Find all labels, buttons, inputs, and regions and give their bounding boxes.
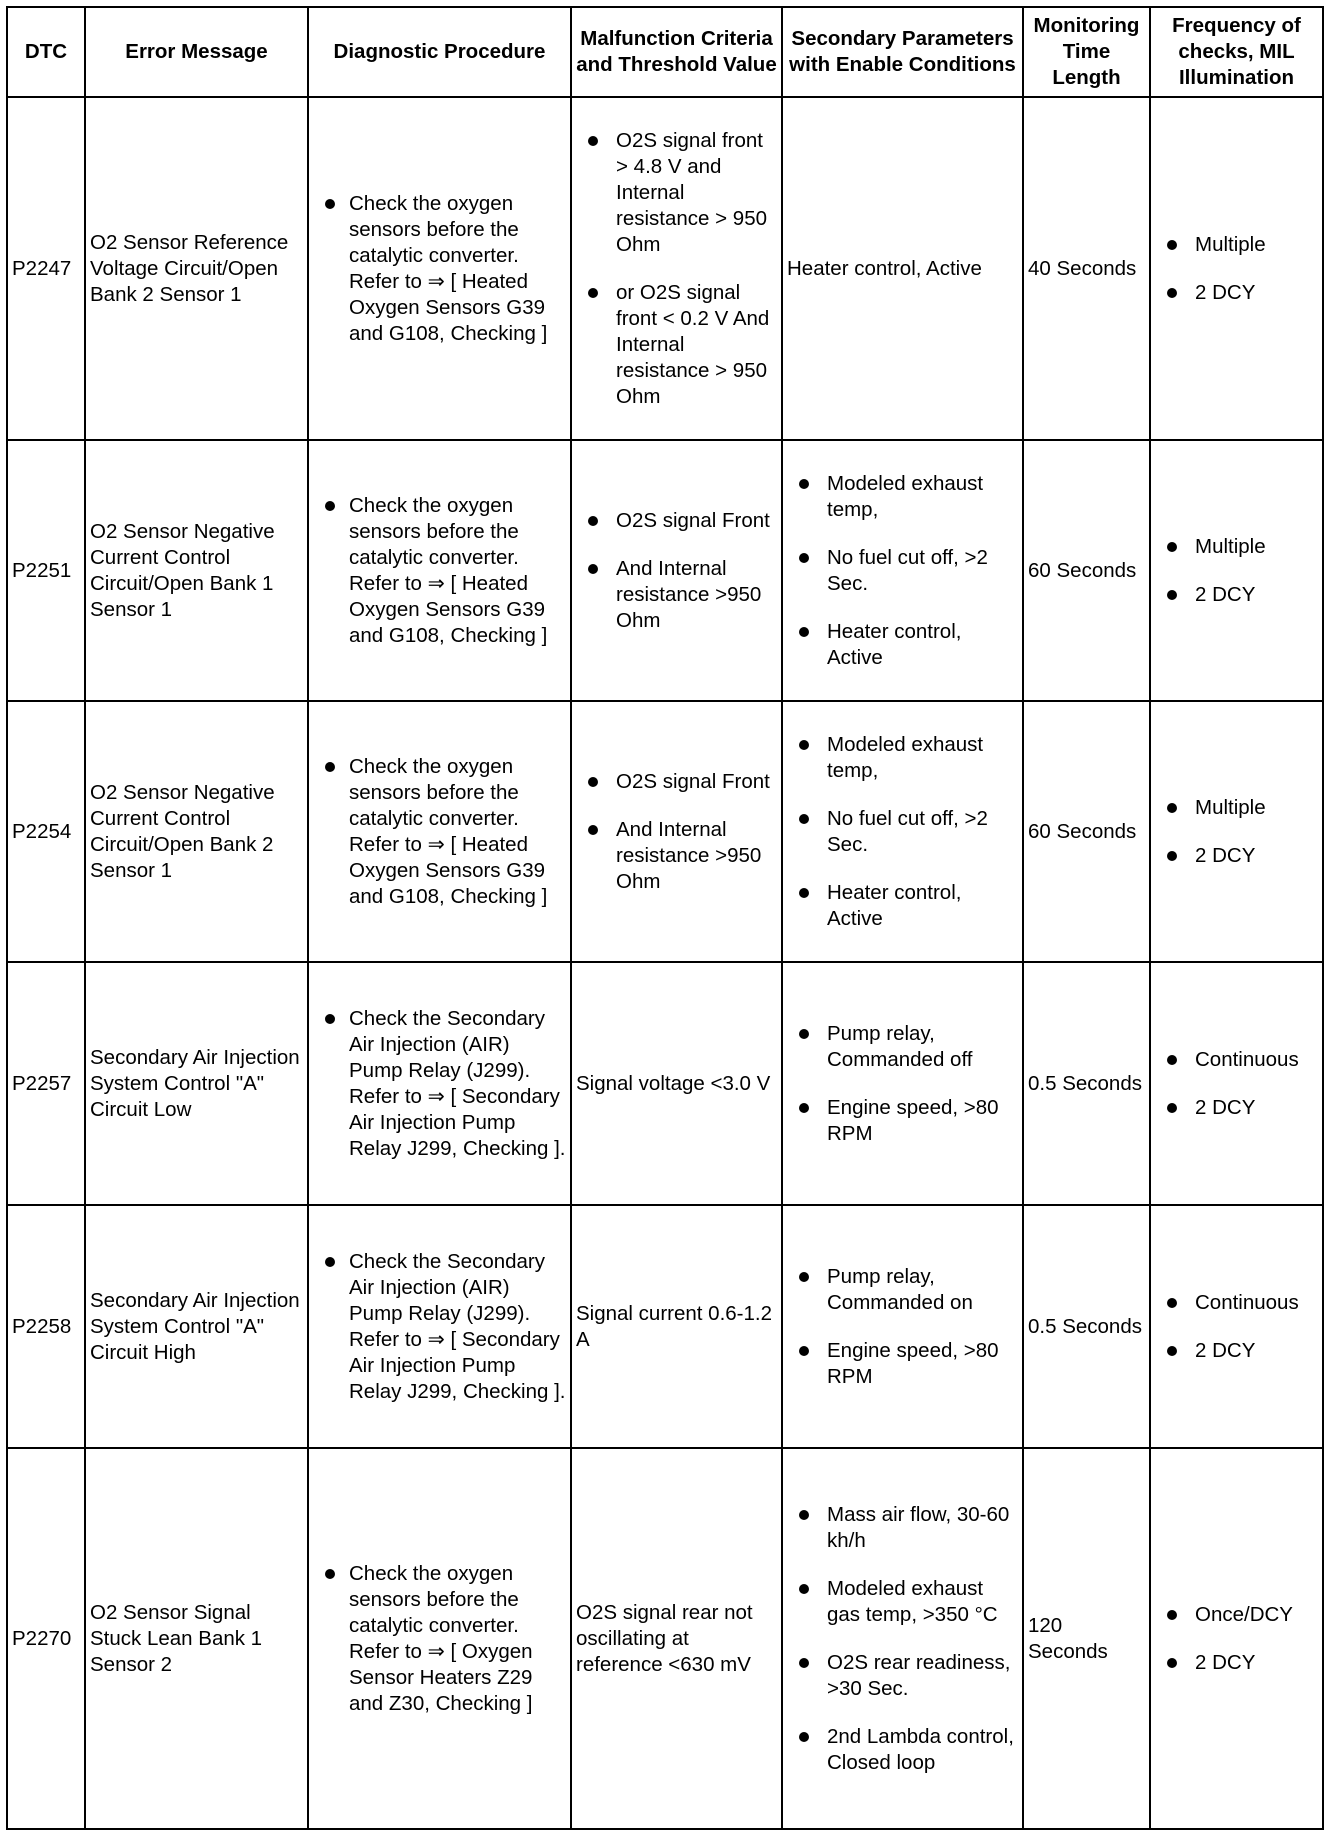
list-item: Continuous [1155,1290,1318,1316]
dtc-code: P2257 [7,962,85,1205]
list-item: 2 DCY [1155,1095,1318,1121]
diagnostic-procedure [308,1205,571,1448]
secondary-parameters [782,440,1023,701]
table-row [7,1205,1323,1448]
frequency [1150,701,1323,962]
list-item: Mass air flow, 30-60 kh/h [787,1502,1018,1554]
list-item: Heater control, Active [787,619,1018,671]
list-item: And Internal resistance >950 Ohm [576,556,777,634]
list-item: 2nd Lambda control, Closed loop [787,1724,1018,1776]
monitoring-time: 60 Seconds [1023,701,1150,962]
malfunction-criteria: Signal voltage <3.0 V [571,962,782,1205]
frequency [1150,962,1323,1205]
monitoring-time: 120 Seconds [1023,1448,1150,1829]
list-item: Modeled exhaust gas temp, >350 °C [787,1576,1018,1628]
error-message: Secondary Air Injection System Control "A" Circuit High [85,1205,308,1448]
header-monitoring-time: Monitoring Time Length [1023,7,1150,97]
error-message: Secondary Air Injection System Control "A" Circuit Low [85,962,308,1205]
diagnostic-procedure [308,440,571,701]
list-item: Engine speed, >80 RPM [787,1095,1018,1147]
secondary-parameters [782,1205,1023,1448]
malfunction-criteria: Signal current 0.6-1.2 A [571,1205,782,1448]
list-item: O2S signal Front [576,769,777,795]
list-item: And Internal resistance >950 Ohm [576,817,777,895]
dtc-code: P2251 [7,440,85,701]
error-message: O2 Sensor Reference Voltage Circuit/Open Bank 2 Sensor 1 [85,97,308,440]
header-diagnostic-procedure: Diagnostic Procedure [308,7,571,97]
list-item: Check the oxygen sensors before the catalytic converter. Refer to ⇒ [ Heated Oxygen Sensors G39 and G108, Checking ] [313,191,566,347]
header-secondary-parameters: Secondary Parameters with Enable Conditions [782,7,1023,97]
list-item: O2S signal Front [576,508,777,534]
list-item: Multiple [1155,534,1318,560]
monitoring-time: 0.5 Seconds [1023,962,1150,1205]
frequency [1150,440,1323,701]
header-dtc: DTC [7,7,85,97]
list-item: No fuel cut off, >2 Sec. [787,545,1018,597]
list-item: Engine speed, >80 RPM [787,1338,1018,1390]
diagnostic-procedure [308,1448,571,1829]
list-item: or O2S signal front < 0.2 V And Internal resistance > 950 Ohm [576,280,777,410]
list-item: Check the oxygen sensors before the catalytic converter. Refer to ⇒ [ Oxygen Sensor Heaters Z29 and Z30, Checking ] [313,1561,566,1717]
table-row [7,1448,1323,1829]
table-row [7,701,1323,962]
error-message: O2 Sensor Negative Current Control Circuit/Open Bank 2 Sensor 1 [85,701,308,962]
secondary-parameters: Heater control, Active [782,97,1023,440]
frequency [1150,1205,1323,1448]
list-item: 2 DCY [1155,280,1318,306]
diagnostic-procedure [308,962,571,1205]
dtc-code: P2247 [7,97,85,440]
malfunction-criteria [571,701,782,962]
list-item: Continuous [1155,1047,1318,1073]
diagnostic-procedure [308,97,571,440]
secondary-parameters [782,1448,1023,1829]
dtc-table [6,6,1324,1830]
dtc-code: P2258 [7,1205,85,1448]
list-item: Check the Secondary Air Injection (AIR) Pump Relay (J299). Refer to ⇒ [ Secondary Air Injection Pump Relay J299, Checking ]. [313,1006,566,1162]
malfunction-criteria [571,440,782,701]
list-item: Pump relay, Commanded on [787,1264,1018,1316]
header-error-message: Error Message [85,7,308,97]
list-item: Check the oxygen sensors before the catalytic converter. Refer to ⇒ [ Heated Oxygen Sensors G39 and G108, Checking ] [313,754,566,910]
frequency [1150,1448,1323,1829]
list-item: Modeled exhaust temp, [787,471,1018,523]
error-message: O2 Sensor Negative Current Control Circuit/Open Bank 1 Sensor 1 [85,440,308,701]
table-row [7,440,1323,701]
malfunction-criteria [571,97,782,440]
list-item: 2 DCY [1155,843,1318,869]
list-item: Check the Secondary Air Injection (AIR) Pump Relay (J299). Refer to ⇒ [ Secondary Air Injection Pump Relay J299, Checking ]. [313,1249,566,1405]
list-item: Heater control, Active [787,880,1018,932]
list-item: Multiple [1155,795,1318,821]
header-row [7,7,1323,97]
error-message: O2 Sensor Signal Stuck Lean Bank 1 Sensor 2 [85,1448,308,1829]
secondary-parameters [782,701,1023,962]
monitoring-time: 0.5 Seconds [1023,1205,1150,1448]
list-item: Once/DCY [1155,1602,1318,1628]
list-item: Modeled exhaust temp, [787,732,1018,784]
header-malfunction-criteria: Malfunction Criteria and Threshold Value [571,7,782,97]
table-row [7,962,1323,1205]
dtc-code: P2254 [7,701,85,962]
list-item: No fuel cut off, >2 Sec. [787,806,1018,858]
list-item: O2S rear readiness, >30 Sec. [787,1650,1018,1702]
list-item: O2S signal front > 4.8 V and Internal resistance > 950 Ohm [576,128,777,258]
list-item: Multiple [1155,232,1318,258]
header-frequency: Frequency of checks, MIL Illumination [1150,7,1323,97]
malfunction-criteria: O2S signal rear not oscillating at reference <630 mV [571,1448,782,1829]
secondary-parameters [782,962,1023,1205]
monitoring-time: 40 Seconds [1023,97,1150,440]
list-item: 2 DCY [1155,582,1318,608]
dtc-code: P2270 [7,1448,85,1829]
list-item: Check the oxygen sensors before the catalytic converter. Refer to ⇒ [ Heated Oxygen Sensors G39 and G108, Checking ] [313,493,566,649]
list-item: Pump relay, Commanded off [787,1021,1018,1073]
list-item: 2 DCY [1155,1338,1318,1364]
list-item: 2 DCY [1155,1650,1318,1676]
table-row [7,97,1323,440]
diagnostic-procedure [308,701,571,962]
monitoring-time: 60 Seconds [1023,440,1150,701]
frequency [1150,97,1323,440]
